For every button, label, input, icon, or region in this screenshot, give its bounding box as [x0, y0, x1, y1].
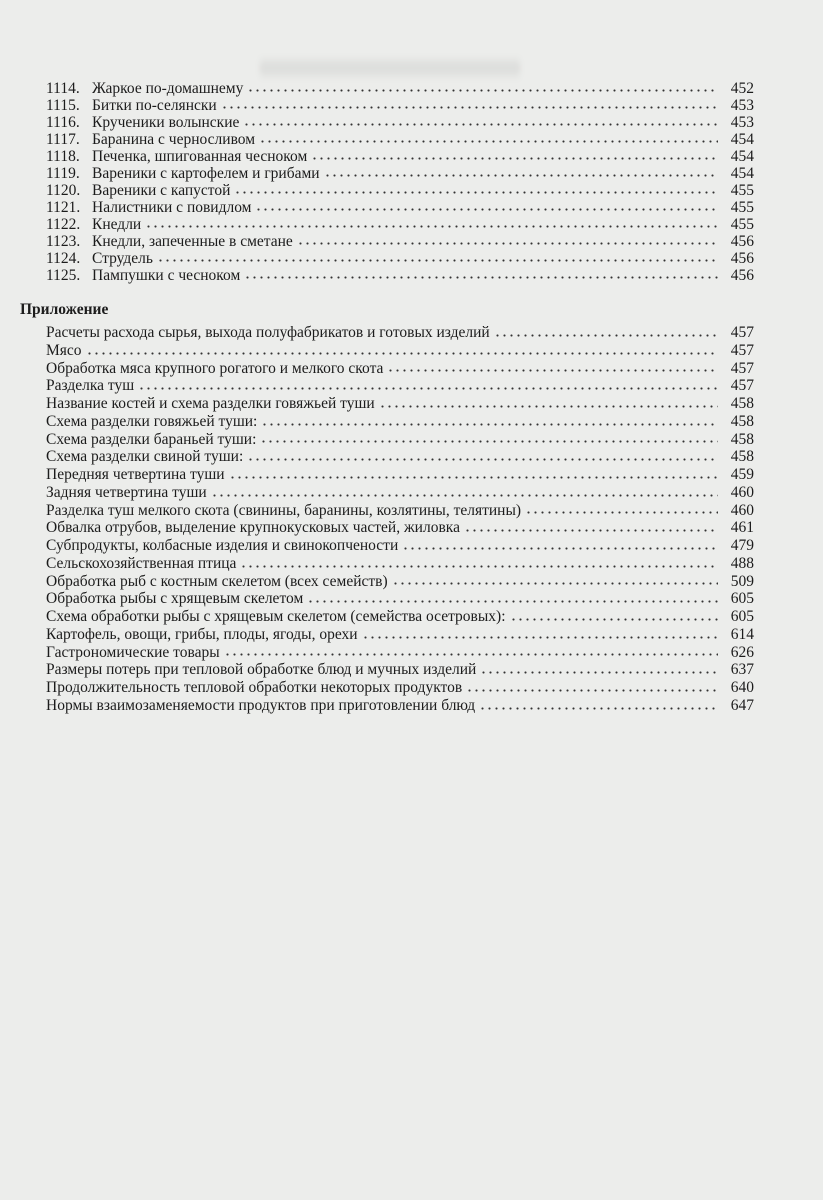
toc-row	[46, 590, 754, 608]
page-number: 488	[730, 554, 754, 572]
entry-title: Задняя четвертина туши	[46, 483, 207, 501]
entry-number: 1123.	[46, 233, 81, 250]
toc-row	[46, 97, 754, 114]
entry-title: Картофель, овощи, грибы, плоды, ягоды, орехи	[46, 625, 358, 643]
entry-title: Сельскохозяйственная птица	[46, 554, 237, 572]
toc-row	[46, 466, 754, 484]
dot-leader	[211, 494, 718, 497]
page-number: 454	[730, 165, 754, 182]
entry-title: Разделка туш мелкого скота (свинины, баранины, козлятины, телятины)	[46, 501, 522, 519]
page-number: 626	[730, 643, 754, 661]
dot-leader	[234, 191, 718, 194]
toc-row	[46, 182, 754, 199]
toc-row	[46, 114, 754, 131]
dot-leader	[464, 529, 718, 532]
entry-title: Продолжительность тепловой обработки некоторых продуктов	[46, 679, 463, 696]
dot-leader	[229, 476, 718, 479]
dot-leader	[247, 458, 718, 461]
dot-leader	[221, 106, 718, 109]
page-number: 457	[730, 341, 754, 359]
toc-row	[46, 626, 754, 644]
entry-title: Гастрономические товары	[46, 643, 220, 661]
entry-title: Жаркое по-домашнему	[92, 80, 244, 97]
appendix-toc-list	[46, 324, 754, 715]
toc-row	[46, 148, 754, 165]
dot-leader	[494, 334, 718, 337]
entry-title: Налистники с повидлом	[92, 199, 252, 216]
entry-title: Обработка мяса крупного рогатого и мелкого скота	[46, 359, 384, 377]
entry-title: Обработка рыбы с хрящевым скелетом	[46, 590, 304, 608]
dot-leader	[157, 259, 718, 262]
dot-leader	[261, 423, 718, 426]
entry-title: Расчеты расхода сырья, выхода полуфабрикатов и готовых изделий	[46, 324, 490, 341]
dot-leader	[224, 653, 718, 656]
entry-title: Печенка, шпигованная чесноком	[92, 148, 308, 165]
entry-title: Баранина с черносливом	[92, 131, 256, 148]
toc-row	[46, 80, 754, 97]
entry-number: 1122.	[46, 216, 81, 233]
page-number: 614	[730, 625, 754, 643]
dot-leader	[402, 547, 718, 550]
entry-title: Пампушки с чесноком	[92, 267, 241, 284]
dot-leader	[86, 352, 718, 355]
dot-leader	[145, 225, 718, 228]
toc-row	[46, 342, 754, 360]
page-number: 640	[730, 679, 754, 696]
dot-leader	[311, 157, 718, 160]
toc-row	[46, 199, 754, 216]
dot-leader	[480, 671, 718, 674]
page-number: 456	[730, 233, 754, 250]
entry-title: Струдель	[92, 250, 153, 267]
toc-row	[46, 661, 754, 679]
page-number: 455	[730, 182, 754, 199]
bleed-through-shadow	[260, 55, 520, 81]
page-number: 455	[730, 199, 754, 216]
page-number: 458	[730, 448, 754, 466]
dot-leader	[240, 565, 718, 568]
dot-leader	[255, 208, 718, 211]
entry-title: Кнедли	[92, 216, 142, 233]
entry-title: Вареники с капустой	[92, 182, 231, 199]
entry-title: Схема разделки свиной туши:	[46, 448, 244, 466]
entry-title: Субпродукты, колбасные изделия и свинокопчености	[46, 537, 399, 554]
page-number: 457	[730, 359, 754, 377]
page-number: 454	[730, 148, 754, 165]
page-number: 453	[730, 97, 754, 114]
entry-number: 1124.	[46, 250, 81, 267]
entry-title: Обработка рыб с костным скелетом (всех семейств)	[46, 572, 388, 590]
dot-leader	[362, 636, 718, 639]
entry-number: 1125.	[46, 267, 81, 284]
entry-number: 1117.	[46, 131, 80, 148]
entry-number: 1116.	[46, 114, 80, 131]
toc-row	[46, 608, 754, 626]
toc-row	[46, 267, 754, 284]
page-number: 461	[730, 519, 754, 537]
page-number: 605	[730, 608, 754, 625]
page-number: 457	[730, 324, 754, 341]
toc-row	[46, 377, 754, 395]
dot-leader	[247, 89, 718, 92]
entry-title: Крученики волынские	[92, 114, 240, 131]
page-number: 458	[730, 430, 754, 448]
page-number: 457	[730, 377, 754, 395]
dot-leader	[479, 707, 718, 710]
toc-row	[46, 250, 754, 267]
dot-leader	[307, 600, 718, 603]
recipe-toc-list	[46, 80, 754, 284]
entry-title: Размеры потерь при тепловой обработке блюд и мучных изделий	[46, 661, 477, 679]
dot-leader	[379, 405, 718, 408]
entry-number: 1115.	[46, 97, 80, 114]
toc-row	[46, 537, 754, 555]
page-number: 455	[730, 216, 754, 233]
toc-row	[46, 502, 754, 520]
toc-row	[46, 519, 754, 537]
dot-leader	[510, 618, 718, 621]
dot-leader	[244, 276, 718, 279]
entry-title: Разделка туш	[46, 377, 135, 395]
entry-title: Название костей и схема разделки говяжьей туши	[46, 395, 375, 412]
appendix-heading: Приложение	[20, 301, 109, 318]
entry-title: Нормы взаимозаменяемости продуктов при приготовлении блюд	[46, 696, 476, 714]
toc-row	[46, 644, 754, 662]
entry-title: Обвалка отрубов, выделение крупнокусковых частей, жиловка	[46, 519, 460, 537]
toc-row	[46, 679, 754, 697]
dot-leader	[243, 123, 718, 126]
page-number: 458	[730, 395, 754, 412]
page-number: 456	[730, 267, 754, 284]
toc-row	[46, 413, 754, 431]
page-number: 637	[730, 661, 754, 679]
toc-row	[46, 448, 754, 466]
toc-row	[46, 216, 754, 233]
entry-title: Битки по-селянски	[92, 97, 217, 114]
page-number: 460	[730, 501, 754, 519]
entry-title: Кнедли, запеченные в сметане	[92, 233, 293, 250]
entry-title: Вареники с картофелем и грибами	[92, 165, 320, 182]
dot-leader	[259, 140, 718, 143]
toc-row	[46, 233, 754, 250]
toc-row	[46, 395, 754, 413]
dot-leader	[466, 689, 718, 692]
entry-number: 1114.	[46, 80, 80, 97]
entry-title: Передняя четвертина туши	[46, 466, 225, 483]
page-number: 605	[730, 590, 754, 608]
entry-number: 1121.	[46, 199, 81, 216]
toc-row	[46, 131, 754, 148]
toc-row	[46, 324, 754, 342]
toc-row	[46, 165, 754, 182]
toc-row	[46, 431, 754, 449]
entry-title: Схема обработки рыбы с хрящевым скелетом (семейства осетровых):	[46, 608, 506, 625]
toc-row	[46, 555, 754, 573]
page-number: 453	[730, 114, 754, 131]
dot-leader	[387, 369, 718, 372]
page-number: 452	[730, 80, 754, 97]
page-number: 454	[730, 131, 754, 148]
entry-number: 1120.	[46, 182, 81, 199]
dot-leader	[392, 582, 718, 585]
toc-row	[46, 697, 754, 715]
entry-title: Мясо	[46, 341, 82, 359]
dot-leader	[260, 440, 718, 443]
toc-row	[46, 573, 754, 591]
page-number: 458	[730, 412, 754, 430]
page-number: 647	[730, 696, 754, 714]
entry-title: Схема разделки бараньей туши:	[46, 430, 257, 448]
toc-row	[46, 360, 754, 378]
page-number: 479	[730, 537, 754, 554]
dot-leader	[138, 387, 718, 390]
entry-number: 1118.	[46, 148, 80, 165]
page-number: 459	[730, 466, 754, 483]
page-number: 509	[730, 572, 754, 590]
toc-row	[46, 484, 754, 502]
page-number: 456	[730, 250, 754, 267]
entry-number: 1119.	[46, 165, 80, 182]
dot-leader	[324, 174, 718, 177]
dot-leader	[525, 511, 718, 514]
page-number: 460	[730, 483, 754, 501]
entry-title: Схема разделки говяжьей туши:	[46, 412, 258, 430]
dot-leader	[297, 242, 718, 245]
